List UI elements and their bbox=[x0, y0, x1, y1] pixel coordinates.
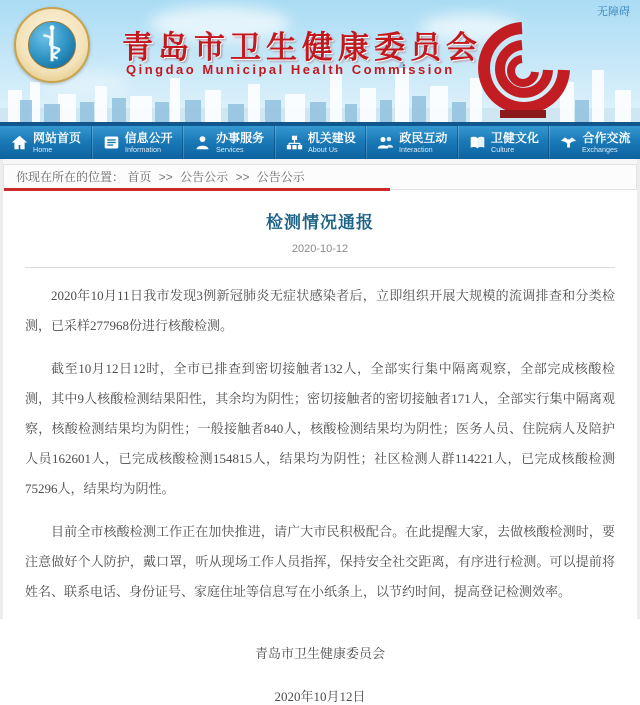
nav-sublabel: Home bbox=[33, 145, 53, 154]
article-paragraph-2: 截至10月12日12时，全市已排查到密切接触者132人，全部实行集中隔离观察，全部完成核酸检测，其中9人核酸检测结果阳性，其余均为阴性；密切接触者的密切接触者171人，全部实行集中隔离观察，核酸检测结果均为阴性；一般接触者840人，核酸检测结果均为阴性；医务人员、住院病人及陪护人员162601人，已完成核酸检测154815人，结果均为阴性；社区检测人群114221人，已完成核酸检测75296人，结果均为阴性。 bbox=[25, 361, 615, 496]
nav-label: 信息公开 bbox=[124, 130, 173, 145]
nav-label: 办事服务 bbox=[216, 130, 265, 145]
breadcrumb-prefix: 你现在所在的位置： bbox=[16, 170, 125, 184]
title-divider bbox=[25, 267, 615, 268]
person-icon bbox=[194, 134, 211, 151]
nav-item-home[interactable] bbox=[0, 126, 91, 159]
nav-label: 合作交流 bbox=[582, 130, 631, 145]
book-icon bbox=[469, 134, 486, 151]
nav-sublabel: Services bbox=[216, 145, 244, 154]
nav-item-services[interactable] bbox=[182, 126, 274, 159]
health-commission-logo bbox=[14, 7, 90, 83]
nav-sublabel: About Us bbox=[307, 145, 338, 154]
accessibility-link[interactable]: 无障碍 bbox=[597, 6, 630, 18]
nav-item-information[interactable] bbox=[91, 126, 183, 159]
home-icon bbox=[11, 134, 28, 151]
page-body bbox=[0, 159, 640, 704]
article-paragraph-1: 2020年10月11日我市发现3例新冠肺炎无症状感染者后，立即组织开展大规模的流调排查和分类检测，已采样277968份进行核酸检测。 bbox=[25, 288, 615, 333]
people-icon bbox=[377, 134, 394, 151]
article-signature: 青岛市卫生健康委员会 bbox=[254, 646, 385, 661]
article-paragraph-3: 目前全市核酸检测工作正在加快推进，请广大市民积极配合。在此提醒大家，去做核酸检测时，要注意做好个人防护，戴口罩，听从现场工作人员指挥，保持安全社交距离，有序进行检测。可以提前将姓名、联系电话、身份证号、家庭住址等信息写在小纸条上，以节约时间，提高登记检测效率。 bbox=[25, 524, 615, 599]
nav-label: 机关建设 bbox=[307, 130, 356, 145]
nav-item-interaction[interactable] bbox=[365, 126, 457, 159]
nav-label: 卫健文化 bbox=[490, 130, 539, 145]
site-header-banner bbox=[0, 0, 640, 125]
article-title: 检测情况通报 bbox=[266, 213, 374, 232]
site-subtitle: Qingdao Municipal Health Commission bbox=[126, 62, 455, 77]
article bbox=[3, 190, 637, 705]
nav-item-about[interactable] bbox=[274, 126, 366, 159]
nav-sublabel: Culture bbox=[490, 145, 515, 154]
org-chart-icon bbox=[286, 134, 303, 151]
nav-item-culture[interactable] bbox=[457, 126, 549, 159]
nav-sublabel: Information bbox=[124, 145, 161, 154]
breadcrumb-separator: >> bbox=[158, 170, 173, 184]
breadcrumb-bar bbox=[3, 159, 637, 190]
logo-serpent-staff-icon bbox=[28, 21, 76, 69]
article-date: 2020-10-12 bbox=[291, 243, 349, 255]
breadcrumb-separator: >> bbox=[235, 170, 250, 184]
document-icon bbox=[103, 134, 120, 151]
may-wind-sculpture-graphic bbox=[470, 18, 570, 122]
breadcrumb-link-home[interactable]: 首页 bbox=[127, 170, 152, 184]
article-signature-date: 2020年10月12日 bbox=[274, 689, 366, 704]
nav-label: 网站首页 bbox=[33, 130, 82, 145]
nav-label: 政民互动 bbox=[399, 130, 448, 145]
site-title: 青岛市卫生健康委员会 bbox=[122, 30, 482, 65]
nav-item-exchanges[interactable] bbox=[548, 126, 640, 159]
breadcrumb-link-notices[interactable]: 公告公示 bbox=[180, 170, 229, 184]
nav-sublabel: Exchanges bbox=[582, 145, 619, 154]
main-nav bbox=[0, 125, 640, 159]
nav-sublabel: Interaction bbox=[399, 145, 433, 154]
breadcrumb-red-underline bbox=[4, 188, 390, 191]
handshake-icon bbox=[560, 134, 577, 151]
breadcrumb-link-current[interactable]: 公告公示 bbox=[256, 170, 305, 184]
